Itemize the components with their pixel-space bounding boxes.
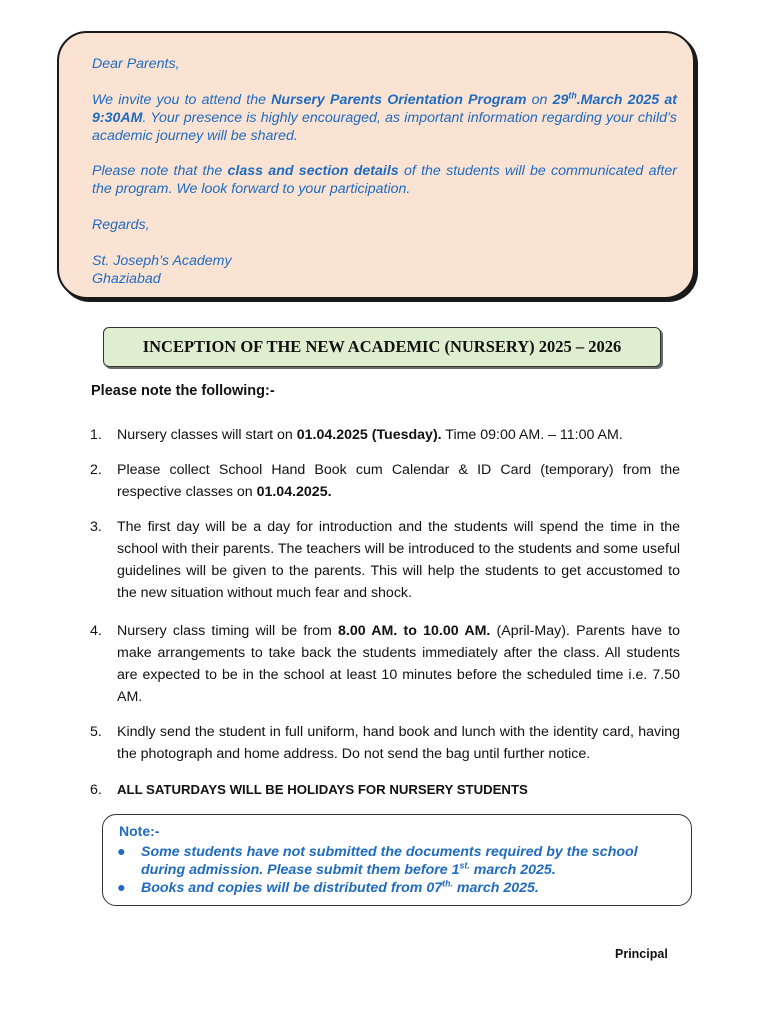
note-title: Note:- <box>119 823 160 839</box>
closing: Regards, <box>92 217 150 233</box>
invitation-box <box>57 31 695 299</box>
note-bullet: ● Books and copies will be distributed from $07^{th.}$ march 2025. <box>117 878 539 896</box>
list-item: 6. ALL SATURDAYS WILL BE HOLIDAYS FOR NURSERY STUDENTS <box>90 782 528 798</box>
signature: Principal <box>615 947 668 961</box>
list-item: 4. Nursery class timing will be from 8.00 AM. to 10.00 AM. (April-May). Parents have to make arrangements to take back the students immediately after the class. All students are expected to be in the school at least 10 minutes before the scheduled time i.e. 7.50 AM. <box>90 623 681 705</box>
invitation-paragraph-1: We invite you to attend the Nursery Parents Orientation Program on 29th.March 2025 at 9:30AM. Your presence is highly encouraged, as important information regarding your child’s academic journey will be shared. <box>92 90 678 144</box>
note-bullet: ● Some students have not submitted the documents required by the school during admission. Please submit them before $1^{st.}$ march 2025. <box>117 844 638 878</box>
salutation: Dear Parents, <box>92 56 180 72</box>
bullet-dot-icon: ● <box>117 880 126 896</box>
school-name: St. Joseph’s Academy <box>92 253 232 269</box>
school-city: Ghaziabad <box>92 271 161 287</box>
invitation-paragraph-2: Please note that the class and section details of the students will be communicated after the program. We look forward to your participation. <box>92 163 677 197</box>
list-item: 2. Please collect School Hand Book cum Calendar & ID Card (temporary) from the respective classes on 01.04.2025. <box>90 462 680 500</box>
list-item: 5. Kindly send the student in full uniform, hand book and lunch with the identity card, having the photograph and home address. Do not send the bag until further notice. <box>90 724 680 762</box>
note-box <box>102 814 692 906</box>
section-heading: INCEPTION OF THE NEW ACADEMIC (NURSERY) 2025 – 2026 <box>103 327 661 367</box>
list-item: 3. The first day will be a day for introduction and the students will spend the time in the school with their parents. The teachers will be introduced to the students and some useful guidelines will be given to the parents. This will help the students to get accustomed to the new situation without much fear and shock. <box>90 519 680 601</box>
list-item: 1. Nursery classes will start on 01.04.2025 (Tuesday). Time 09:00 AM. – 11:00 AM. <box>90 427 623 443</box>
bullet-dot-icon: ● <box>117 844 126 860</box>
note-intro: Please note the following:- <box>91 383 275 399</box>
